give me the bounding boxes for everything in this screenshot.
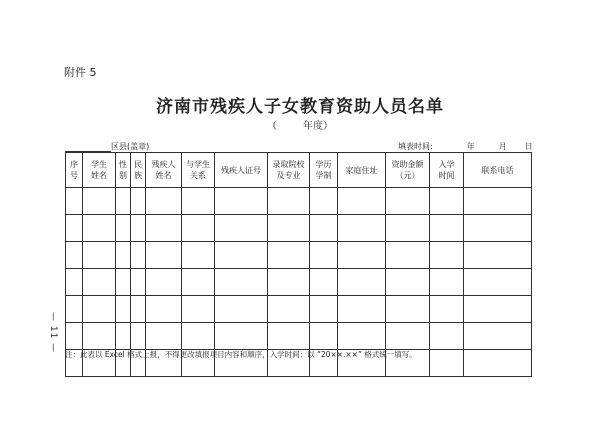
header-row <box>66 153 532 188</box>
empty-cell <box>338 296 386 323</box>
empty-cell <box>386 188 430 215</box>
empty-cell <box>430 215 464 242</box>
empty-cell <box>268 269 310 296</box>
empty-cell <box>430 269 464 296</box>
empty-cell <box>131 269 146 296</box>
empty-cell <box>386 323 430 350</box>
empty-cell <box>131 215 146 242</box>
empty-cell <box>66 188 83 215</box>
header-cell: 入学 时间 <box>430 153 464 188</box>
attachment-label: 附件 5 <box>64 66 97 79</box>
header-cell: 家庭住址 <box>338 153 386 188</box>
empty-cell <box>338 242 386 269</box>
empty-cell <box>131 296 146 323</box>
fill-date-year: 年 <box>466 142 475 151</box>
empty-cell <box>66 242 83 269</box>
empty-cell <box>310 269 338 296</box>
header-cell: 残疾人 姓名 <box>146 153 182 188</box>
table-row <box>66 296 532 323</box>
empty-cell <box>268 296 310 323</box>
empty-cell <box>464 242 532 269</box>
empty-cell <box>146 188 182 215</box>
empty-cell <box>146 242 182 269</box>
header-cell: 资助金额 （元） <box>386 153 430 188</box>
fill-date-day: 日 <box>524 142 533 151</box>
table-row <box>66 269 532 296</box>
empty-cell <box>430 323 464 350</box>
page-number: — 11 — <box>48 312 58 354</box>
empty-cell <box>116 215 131 242</box>
empty-cell <box>464 188 532 215</box>
district-blank <box>65 143 111 152</box>
empty-cell <box>116 323 131 350</box>
empty-cell <box>338 269 386 296</box>
empty-cell <box>215 296 268 323</box>
empty-cell <box>464 269 532 296</box>
empty-cell <box>386 296 430 323</box>
empty-cell <box>83 242 116 269</box>
empty-cell <box>131 188 146 215</box>
empty-cell <box>464 296 532 323</box>
empty-cell <box>83 323 116 350</box>
empty-cell <box>182 188 215 215</box>
empty-cell <box>386 215 430 242</box>
empty-cell <box>116 269 131 296</box>
empty-cell <box>182 242 215 269</box>
fill-date-label: 填表时间: <box>398 142 433 151</box>
roster-table <box>65 152 532 377</box>
empty-cell <box>66 296 83 323</box>
empty-cell <box>268 323 310 350</box>
empty-cell <box>430 350 464 377</box>
fill-date-month: 月 <box>498 142 507 151</box>
empty-cell <box>182 269 215 296</box>
empty-cell <box>430 242 464 269</box>
empty-cell <box>386 242 430 269</box>
year-open-paren: （ <box>267 121 277 132</box>
empty-cell <box>116 296 131 323</box>
empty-cell <box>430 296 464 323</box>
empty-cell <box>83 269 116 296</box>
empty-cell <box>215 215 268 242</box>
empty-cell <box>182 215 215 242</box>
empty-cell <box>66 323 83 350</box>
table-row <box>66 215 532 242</box>
empty-cell <box>131 242 146 269</box>
district-label: 区县(盖章) <box>111 142 150 151</box>
year-line <box>0 117 600 132</box>
empty-cell <box>464 350 532 377</box>
year-label: 年度） <box>303 121 333 132</box>
empty-cell <box>146 296 182 323</box>
header-cell: 民 族 <box>131 153 146 188</box>
empty-cell <box>430 188 464 215</box>
header-cell: 与学生 关系 <box>182 153 215 188</box>
footnote: 注：此表以 Excel 格式上报，不得更改填报项目内容和顺序，入学时间：以 “20××.××” 格式统一填写。 <box>65 350 417 359</box>
empty-cell <box>66 269 83 296</box>
empty-cell <box>268 242 310 269</box>
page-title: 济南市残疾人子女教育资助人员名单 <box>156 97 444 117</box>
empty-cell <box>215 188 268 215</box>
empty-cell <box>268 188 310 215</box>
empty-cell <box>338 215 386 242</box>
empty-cell <box>268 215 310 242</box>
empty-cell <box>310 215 338 242</box>
empty-cell <box>182 323 215 350</box>
header-cell: 残疾人证号 <box>215 153 268 188</box>
empty-cell <box>146 323 182 350</box>
header-cell: 性 别 <box>116 153 131 188</box>
header-cell: 联系电话 <box>464 153 532 188</box>
empty-cell <box>215 242 268 269</box>
empty-cell <box>215 323 268 350</box>
empty-cell <box>83 215 116 242</box>
district-field <box>65 141 149 152</box>
empty-cell <box>83 188 116 215</box>
empty-cell <box>146 269 182 296</box>
table-row <box>66 188 532 215</box>
empty-cell <box>66 215 83 242</box>
fill-date-field <box>398 141 533 152</box>
empty-cell <box>215 269 268 296</box>
empty-cell <box>338 188 386 215</box>
empty-cell <box>310 188 338 215</box>
empty-cell <box>116 188 131 215</box>
header-cell: 学生 姓名 <box>83 153 116 188</box>
empty-cell <box>464 323 532 350</box>
empty-cell <box>386 269 430 296</box>
empty-cell <box>83 296 116 323</box>
empty-cell <box>310 296 338 323</box>
empty-cell <box>116 242 131 269</box>
header-cell: 录取院校 及专业 <box>268 153 310 188</box>
header-cell: 学历 学制 <box>310 153 338 188</box>
empty-cell <box>182 296 215 323</box>
empty-cell <box>310 323 338 350</box>
empty-cell <box>464 215 532 242</box>
empty-cell <box>310 242 338 269</box>
empty-cell <box>338 323 386 350</box>
table-row <box>66 242 532 269</box>
header-cell: 序 号 <box>66 153 83 188</box>
table-row <box>66 323 532 350</box>
empty-cell <box>131 323 146 350</box>
empty-cell <box>146 215 182 242</box>
